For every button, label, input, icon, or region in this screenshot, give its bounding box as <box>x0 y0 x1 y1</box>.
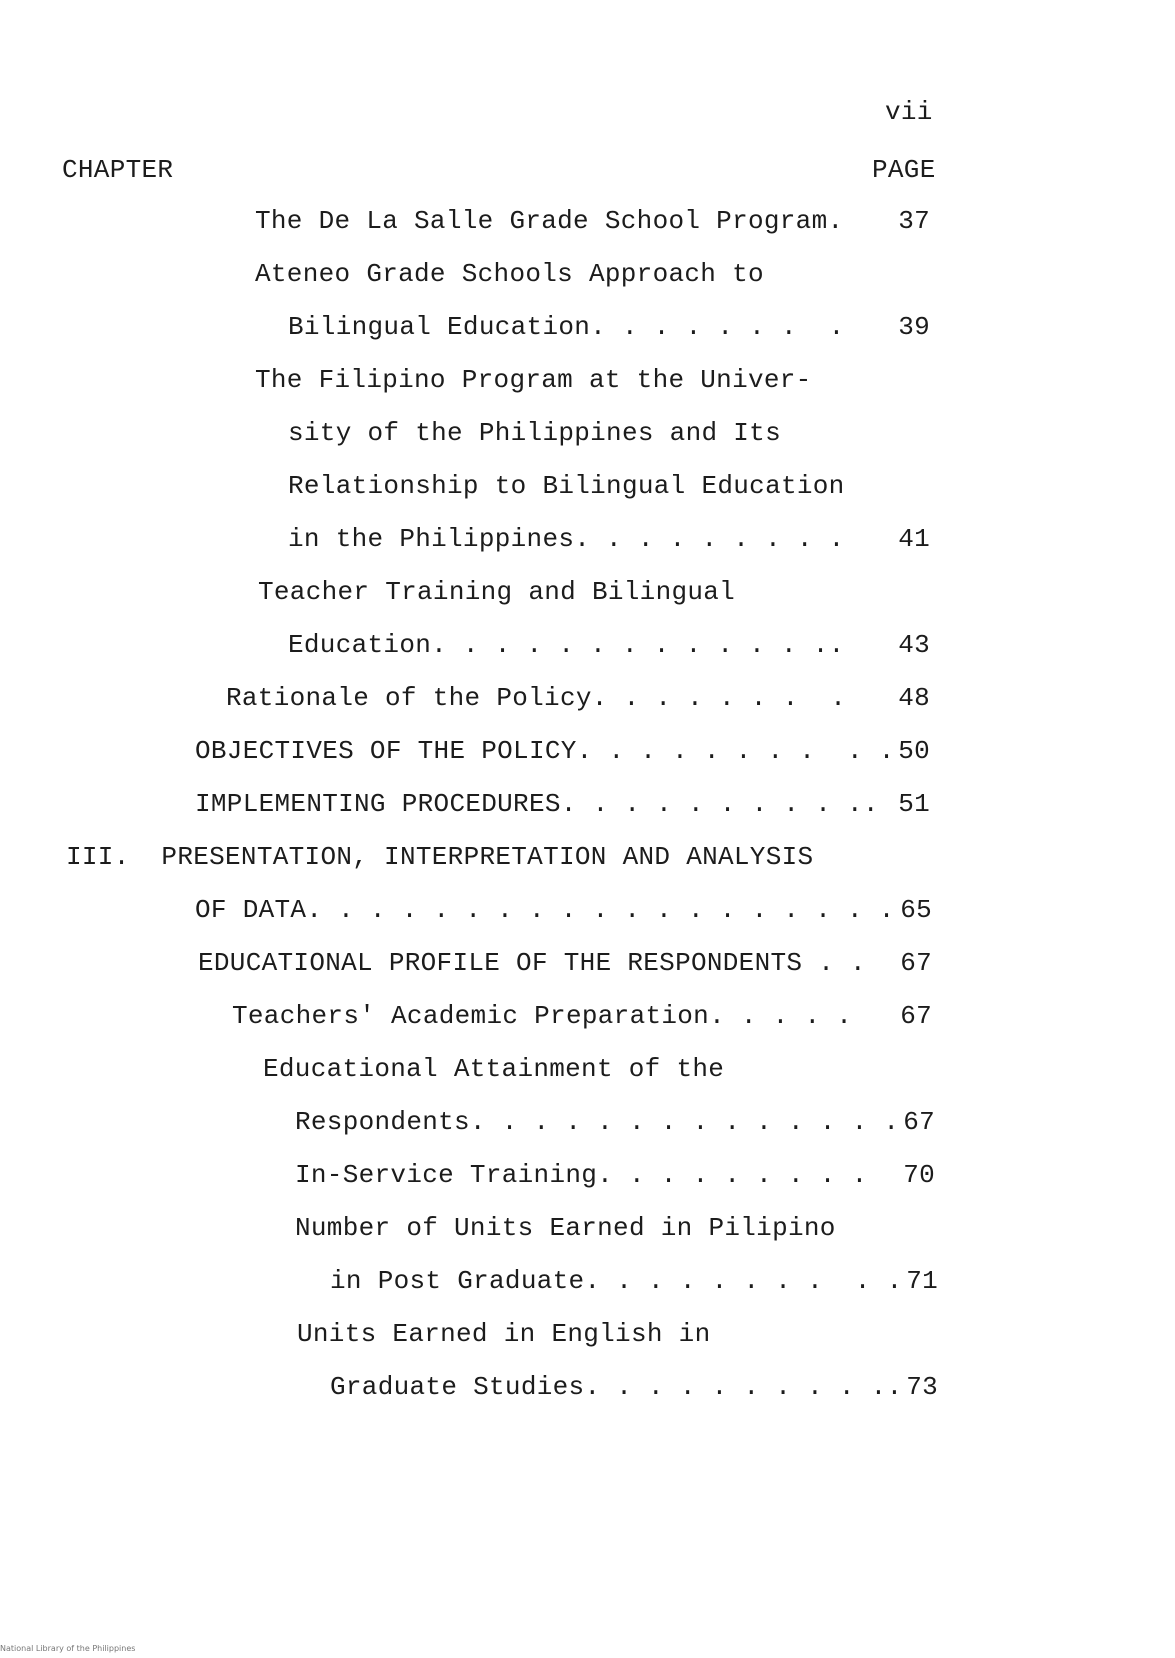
page-number: vii <box>885 97 933 127</box>
toc-entry-page: 67 <box>903 1107 935 1137</box>
toc-entry-page: 43 <box>898 630 930 660</box>
toc-entry-page: 39 <box>898 312 930 342</box>
toc-entry-text: EDUCATIONAL PROFILE OF THE RESPONDENTS . . <box>198 948 866 978</box>
toc-entry-text: in the Philippines. . . . . . . . . <box>288 524 845 554</box>
toc-entry-text: Ateneo Grade Schools Approach to <box>255 259 764 289</box>
toc-entry-page: 50 <box>898 736 930 766</box>
toc-entry-text: Relationship to Bilingual Education <box>288 471 845 501</box>
toc-entry-text: IMPLEMENTING PROCEDURES. . . . . . . . . .. <box>195 789 879 819</box>
toc-entry-page: 37 <box>898 206 930 236</box>
toc-entry-page: 67 <box>900 1001 932 1031</box>
toc-entry-page: 73 <box>906 1372 938 1402</box>
toc-entry-text: in Post Graduate. . . . . . . . . . <box>330 1266 903 1296</box>
toc-entry-text: In-Service Training. . . . . . . . . <box>295 1160 868 1190</box>
toc-entry-text: Rationale of the Policy. . . . . . . . <box>226 683 847 713</box>
toc-entry-text: OF DATA. . . . . . . . . . . . . . . . . . . <box>195 895 895 925</box>
toc-entry-page: 48 <box>898 683 930 713</box>
toc-entry-text: Teachers' Academic Preparation. . . . . <box>232 1001 853 1031</box>
toc-entry-text: Units Earned in English in <box>297 1319 711 1349</box>
page-header: PAGE <box>872 155 936 185</box>
toc-entry-text: Graduate Studies. . . . . . . . . .. <box>330 1372 903 1402</box>
toc-entry-text: The De La Salle Grade School Program. <box>255 206 844 236</box>
toc-entry-page: 41 <box>898 524 930 554</box>
toc-entry-text: Teacher Training and Bilingual <box>258 577 736 607</box>
toc-entry-page: 71 <box>906 1266 938 1296</box>
toc-entry-page: 65 <box>900 895 932 925</box>
toc-entry-text: Education. . . . . . . . . . . . .. <box>288 630 845 660</box>
toc-entry-page: 67 <box>900 948 932 978</box>
toc-entry-page: 51 <box>898 789 930 819</box>
toc-entry-text: The Filipino Program at the Univer- <box>255 365 812 395</box>
footer-watermark: National Library of the Philippines <box>0 1644 136 1653</box>
toc-entry-text: Educational Attainment of the <box>263 1054 725 1084</box>
toc-entry-text: Number of Units Earned in Pilipino <box>295 1213 836 1243</box>
toc-entry-text: sity of the Philippines and Its <box>288 418 781 448</box>
toc-entry-text: Bilingual Education. . . . . . . . <box>288 312 845 342</box>
chapter-header: CHAPTER <box>62 155 174 185</box>
toc-entry-text: Respondents. . . . . . . . . . . . . . <box>295 1107 900 1137</box>
toc-entry-page: 70 <box>903 1160 935 1190</box>
toc-entry-text: III. PRESENTATION, INTERPRETATION AND ANALYSIS <box>66 842 814 872</box>
toc-entry-text: OBJECTIVES OF THE POLICY. . . . . . . . . . <box>195 736 895 766</box>
